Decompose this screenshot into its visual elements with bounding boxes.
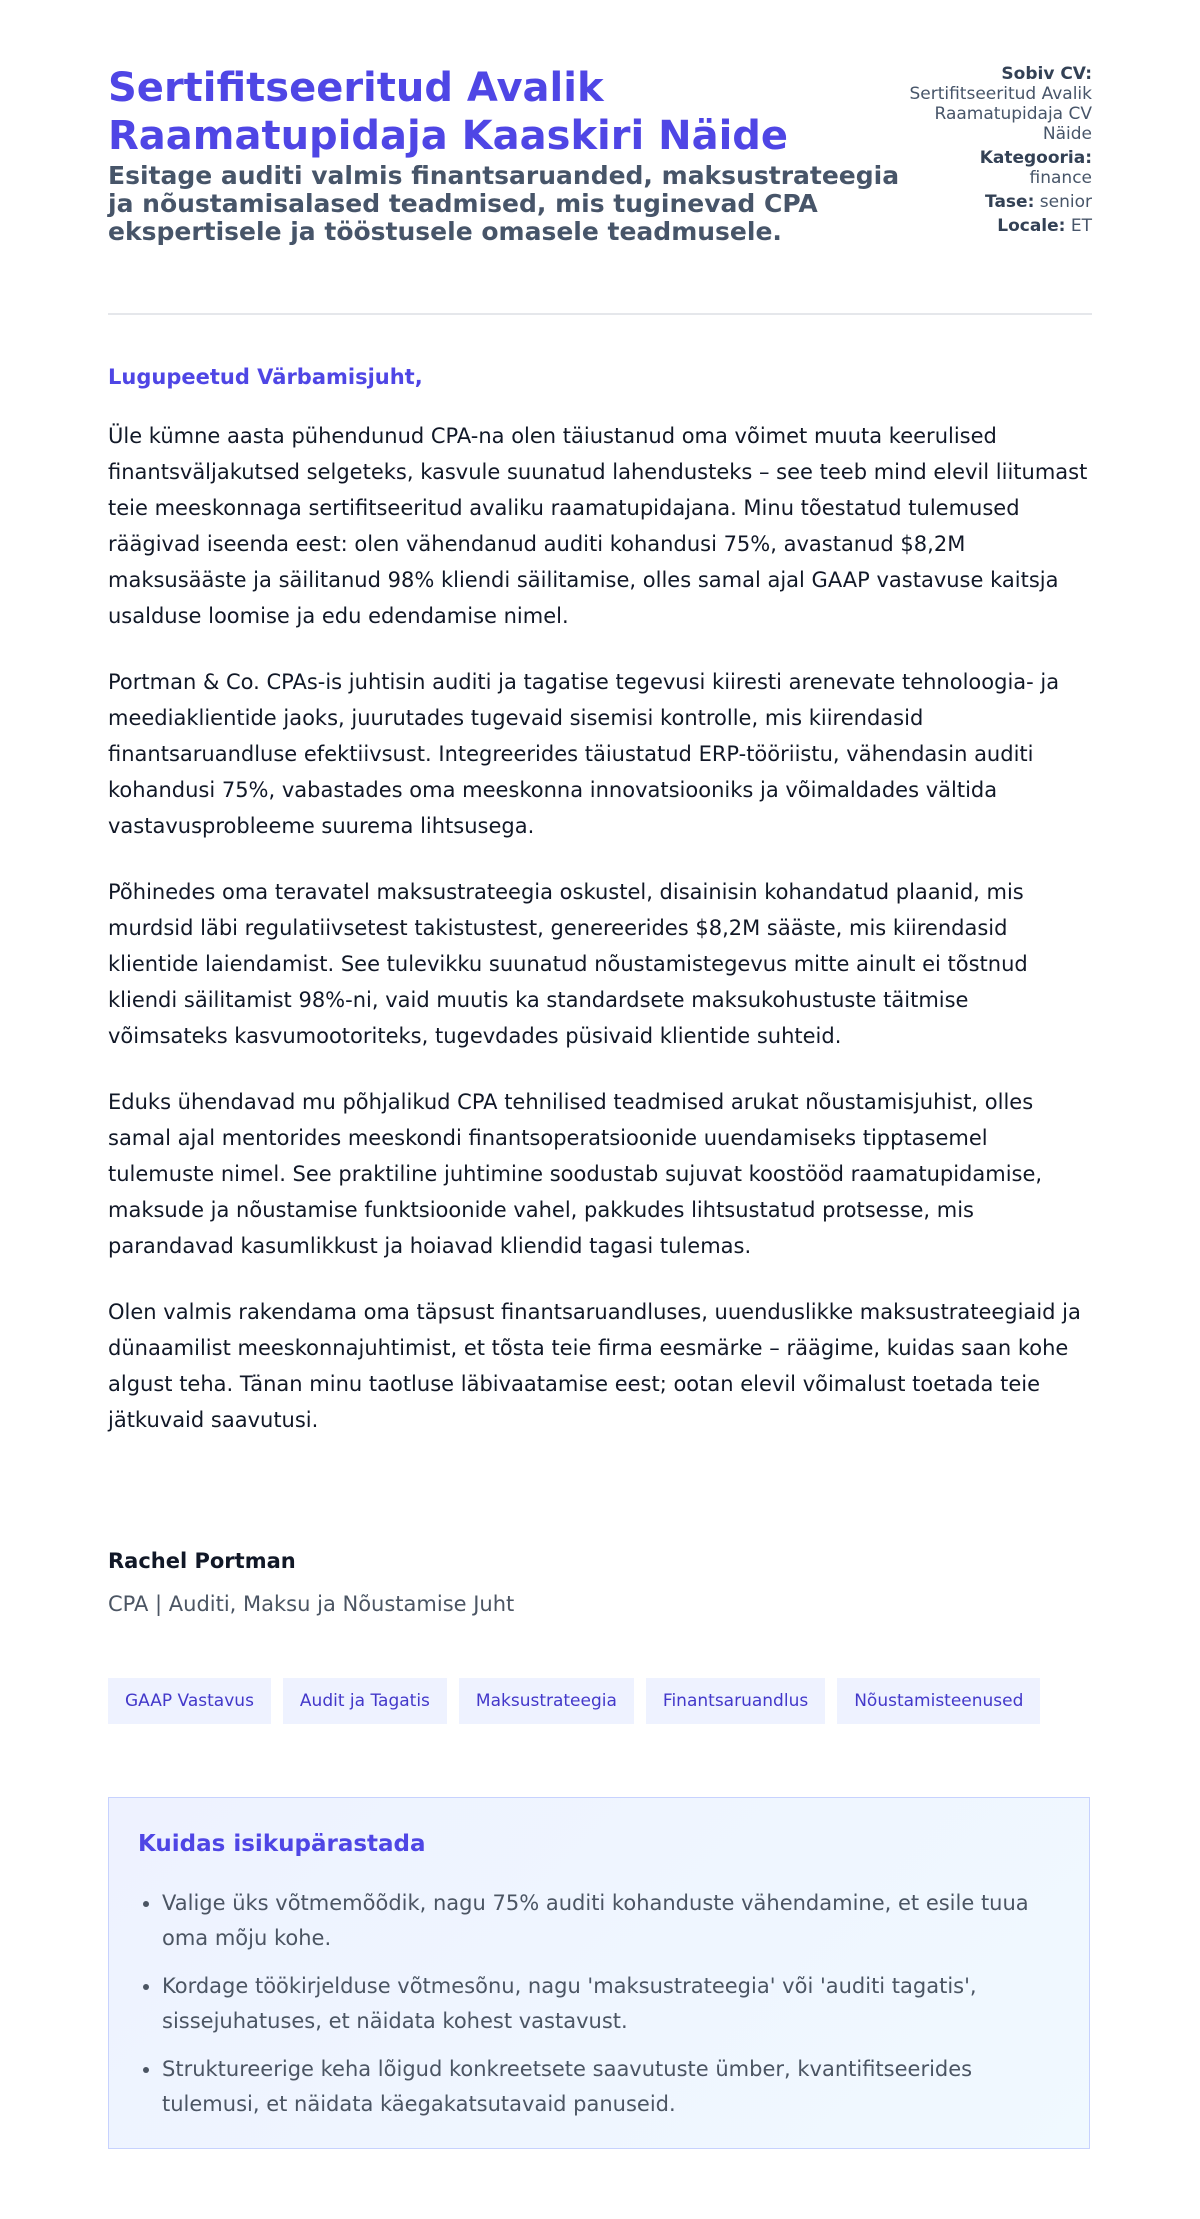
personalization-tips-box bbox=[108, 1797, 1090, 2149]
skill-tags bbox=[108, 1678, 1040, 1724]
letter-paragraph: Üle kümne aasta pühendunud CPA-na olen täiustanud oma võimet muuta keerulised finantsväljakutsed selgeteks, kasvule suunatud lahendusteks – see teeb mind elevil liitumast teie meeskonnaga sertifitseeritud avaliku raamatupidajana. Minu tõestatud tulemused räägivad iseenda eest: olen vähendanud auditi kohandusi 75%, avastanud $8,2M maksusääste ja säilitanud 98% kliendi säilitamise, olles samal ajal GAAP vastavuse kaitsja usalduse loomise ja edu edendamise nimel. bbox=[108, 424, 1088, 628]
meta-locale bbox=[902, 216, 1092, 236]
skill-tag: Maksustrateegia bbox=[459, 1678, 634, 1724]
tips-list bbox=[136, 1886, 1072, 2135]
meta-level-label: Tase: bbox=[985, 192, 1035, 212]
skill-tag: Audit ja Tagatis bbox=[283, 1678, 447, 1724]
tip-item: • Kordage töökirjelduse võtmesõnu, nagu 'maksustrateegia' või 'auditi tagatis', sissejuhatuses, et näidata kohest vastavust. bbox=[162, 1969, 1072, 2039]
skill-tag: GAAP Vastavus bbox=[108, 1678, 271, 1724]
meta-category bbox=[902, 148, 1092, 188]
signature-title: CPA | Auditi, Maksu ja Nõustamise Juht bbox=[108, 1592, 515, 1616]
tips-title: Kuidas isikupärastada bbox=[138, 1831, 426, 1857]
tip-item: • Struktureerige keha lõigud konkreetsete saavutuste ümber, kvantifitseerides tulemusi, et näidata käegakatsutavaid panuseid. bbox=[162, 2052, 1072, 2122]
skill-tag: Nõustamisteenused bbox=[837, 1678, 1040, 1724]
page-title: Sertifitseeritud Avalik Raamatupidaja Kaaskiri Näide bbox=[108, 65, 789, 159]
meta-level-value: senior bbox=[1039, 192, 1092, 212]
letter-paragraph: Eduks ühendavad mu põhjalikud CPA tehnilised teadmised arukat nõustamisjuhist, olles samal ajal mentorides meeskondi finantsoperatsioonide uuendamiseks tipptasemel tulemuste nimel. See praktiline juhtimine soodustab sujuvat koostööd raamatupidamise, maksude ja nõustamise funktsioonide vahel, pakkudes lihtsustatud protsesse, mis parandavad kasumlikkust ja hoiavad kliendid tagasi tulemas. bbox=[108, 1090, 1043, 1258]
meta-level bbox=[902, 192, 1092, 212]
meta-cv-value: Sertifitseeritud Avalik Raamatupidaja CV Näide bbox=[909, 84, 1092, 144]
meta-category-value: finance bbox=[1029, 168, 1092, 188]
meta-panel bbox=[902, 64, 1092, 240]
letter-paragraph: Olen valmis rakendama oma täpsust finantsaruandluses, uuenduslikke maksustrateegiaid ja dünaamilist meeskonnajuhtimist, et tõsta teie firma eesmärke – räägime, kuidas saan kohe algust teha. Tänan minu taotluse läbivaatamise eest; ootan elevil võimalust toetada teie jätkuvaid saavutusi. bbox=[108, 1300, 1081, 1432]
letter-body bbox=[108, 418, 1092, 1468]
signature-name: Rachel Portman bbox=[108, 1549, 296, 1573]
tip-item: • Valige üks võtmemõõdik, nagu 75% auditi kohanduste vähendamine, et esile tuua oma mõju kohe. bbox=[162, 1886, 1072, 1956]
letter-paragraph: Portman & Co. CPAs-is juhtisin auditi ja tagatise tegevusi kiiresti arenevate tehnoloogia- ja meediaklientide jaoks, juurutades tugevaid sisemisi kontrolle, mis kiirendasid finantsaruandluse efektiivsust. Integreerides täiustatud ERP-tööriistu, vähendasin auditi kohandusi 75%, vabastades oma meeskonna innovatsiooniks ja võimaldades vältida vastavusprobleeme suurema lihtsusega. bbox=[108, 670, 1060, 838]
letter-greeting: Lugupeetud Värbamisjuht, bbox=[108, 365, 423, 389]
page-header bbox=[108, 64, 1092, 246]
meta-locale-value: ET bbox=[1070, 216, 1092, 236]
meta-cv bbox=[902, 64, 1092, 144]
skill-tag: Finantsaruandlus bbox=[646, 1678, 825, 1724]
letter-paragraph: Põhinedes oma teravatel maksustrateegia oskustel, disainisin kohandatud plaanid, mis murdsid läbi regulatiivsetest takistustest, genereerides $8,2M sääste, mis kiirendasid klientide laiendamist. See tulevikku suunatud nõustamistegevus mitte ainult ei tõstnud kliendi säilitamist 98%-ni, vaid muutis ka standardsete maksukohustuste täitmise võimsateks kasvumootoriteks, tugevdades püsivaid klientide suhteid. bbox=[108, 880, 1028, 1048]
meta-cv-label: Sobiv CV: bbox=[1001, 64, 1092, 84]
meta-category-label: Kategooria: bbox=[979, 148, 1092, 168]
header-divider bbox=[108, 313, 1092, 315]
meta-locale-label: Locale: bbox=[997, 216, 1066, 236]
page-subtitle: Esitage auditi valmis finantsaruanded, maksustrateegia ja nõustamisalased teadmised, mis tuginevad CPA ekspertisele ja tööstusele omasele teadmusele. bbox=[108, 161, 900, 246]
